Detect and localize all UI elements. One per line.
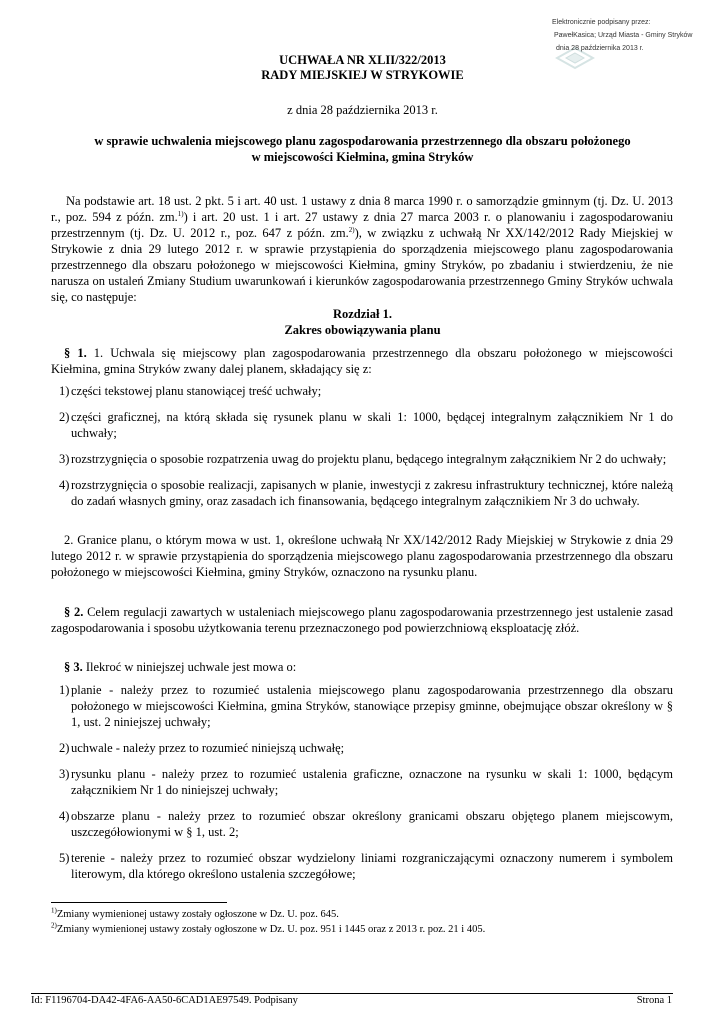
list-item-number: 3) [59,767,70,781]
title-line-2: RADY MIEJSKIEJ W STRYKOWIE [261,68,464,82]
list-item-text: obszarze planu - należy przez to rozumieć obszar określony granicami obszaru objętego planem miejscowym, uszczegółowionymi w § 1, ust. 2; [71,809,673,839]
footnote-2 [51,922,673,937]
section-3-paragraph [51,659,673,675]
list-item [51,409,673,441]
list-item-text: części tekstowej planu stanowiącej treść uchwały; [71,384,322,398]
subject-line-2: w miejscowości Kiełmina, gmina Stryków [251,150,474,164]
footer-page-number: Strona 1 [636,995,672,1006]
list-item [51,766,673,798]
footer-divider [31,993,673,994]
list-item-text: rysunku planu - należy przez to rozumieć ustalenia graficzne, oznaczone na rysunku w skali 1: 1000, będącym załącznikiem Nr 1 do niniejszej uchwały; [71,767,673,797]
footnote-1 [51,907,673,922]
section-2-mark: § 2. [64,605,84,619]
footnote-2-mark: 2) [51,921,57,930]
section-3-mark: § 3. [64,660,83,674]
section-1-list [51,383,673,519]
resolution-title [60,53,665,83]
footnote-2-text: Zmiany wymienionej ustawy zostały ogłoszone w Dz. U. poz. 951 i 1445 oraz z 2013 r. poz. 21 i 405. [56,924,486,935]
footnote-ref-2: 2) [348,225,355,234]
preamble-part-3: ), w związku z uchwałą Nr XX/142/2012 Rady Miejskiej w Strykowie z dnia 29 lutego 2012 r. w sprawie przystąpienia do sporządzenia miejscowego planu zagospodarowania przestrzennego dla obszaru położonego w miejscowości Kiełmina, gminy Stryków, po zbadaniu i stwierdzeniu, że nie narusza on ustaleń Zmiany Studium uwarunkowań i kierunków zagospodarowania przestrzennego Gminy Stryków uchwala się, co następuje: [51,226,673,304]
section-1-mark: § 1. [64,346,87,360]
preamble-part-1: Na podstawie art. 18 ust. 2 pkt. 5 i art. 40 ust. 1 ustawy z dnia 8 marca 1990 r. o samorządzie gminnym (tj. Dz. U. 2013 r., poz. 594 z późn. zm. [51,194,673,224]
list-item-text: rozstrzygnięcia o sposobie realizacji, zapisanych w planie, inwestycji z zakresu infrastruktury technicznej, które należą do zadań własnych gminy, oraz zasadach ich finansowania, będącego integralnym załącznikiem Nr 3 do uchwały. [71,478,673,508]
preamble-part-2: ) i art. 20 ust. 1 i art. 27 ustawy z dnia 27 marca 2003 r. o planowaniu i zagospodarowaniu przestrzennym (tj. Dz. U. 2012 r., poz. 647 z późn. zm. [51,210,674,240]
section-1-paragraph-1 [51,345,673,377]
preamble-paragraph [51,193,673,305]
list-item [51,850,673,882]
list-item-number: 2) [59,410,70,424]
section-3-list [51,682,673,892]
resolution-date: z dnia 28 października 2013 r. [287,103,438,117]
section-3-text: Ilekroć w niniejszej uchwale jest mowa o: [85,660,297,674]
list-item-text: części graficznej, na którą składa się rysunek planu w skali 1: 1000, będącej integralnym załącznikiem Nr 1 do uchwały; [71,410,673,440]
list-item-text: uchwale - należy przez to rozumieć niniejszą uchwałę; [71,741,345,755]
chapter-title: Zakres obowiązywania planu [284,323,441,337]
footnote-ref-1: 1) [177,209,184,218]
list-item [51,383,673,399]
list-item [51,808,673,840]
section-1-text: 1. Uchwala się miejscowy plan zagospodarowania przestrzennego dla obszaru położonego w miejscowości Kiełmina, gmina Stryków zwany dalej planem, składający się z: [51,346,673,376]
subject-line-1: w sprawie uchwalenia miejscowego planu zagospodarowania przestrzennego dla obszaru położonego [94,134,631,148]
footnote-1-mark: 1) [51,906,57,915]
section-2-text: Celem regulacji zawartych w ustaleniach miejscowego planu zagospodarowania przestrzennego jest ustalenie zasad zagospodarowania i sposobu użytkowania terenu przeznaczonego pod powierzchniową eksploatację złóż. [51,605,674,635]
signature-line-2: PawełKasica; Urząd Miasta - Gminy Stryków [554,32,693,39]
resolution-subject [60,133,665,165]
footer-document-id: Id: F1196704-DA42-4FA6-AA50-6CAD1AE97549. Podpisany [31,995,298,1006]
section-2-paragraph [51,604,673,636]
list-item-number: 2) [59,741,70,755]
list-item-number: 4) [59,478,70,492]
title-line-1: UCHWAŁA NR XLII/322/2013 [279,53,446,67]
chapter-number: Rozdział 1. [332,307,393,321]
list-item [51,682,673,730]
list-item-number: 1) [59,683,70,697]
list-item-number: 4) [59,809,70,823]
list-item-text: terenie - należy przez to rozumieć obszar wydzielony liniami rozgraniczającymi oznaczony numerem i symbolem literowym, dla którego określono ustalenia szczegółowe; [71,851,673,881]
section-1-paragraph-2: 2. Granice planu, o którym mowa w ust. 1, określone uchwałą Nr XX/142/2012 Rady Miejskiej w Strykowie z dnia 29 lutego 2012 r. w sprawie przystąpienia do sporządzenia miejscowego planu zagospodarowania przestrzennego dla obszaru położonego w miejscowości Kiełmina, gminy Stryków, oznaczono na rysunku planu. [51,533,673,579]
signature-line-1: Elektronicznie podpisany przez: [552,19,651,26]
list-item-number: 5) [59,851,70,865]
footnote-divider [51,902,227,903]
list-item-text: planie - należy przez to rozumieć ustalenia miejscowego planu zagospodarowania przestrzennego dla obszaru położonego w miejscowości Kiełmina, gmina Stryków, stanowiące przepisy gminne, obejmujące obszar określony w § 1, ust. 2 niniejszej uchwały; [71,683,673,729]
list-item-number: 1) [59,384,70,398]
list-item [51,740,673,756]
list-item [51,451,673,467]
list-item-number: 3) [59,452,70,466]
list-item-text: rozstrzygnięcia o sposobie rozpatrzenia uwag do projektu planu, będącego integralnym załącznikiem Nr 2 do uchwały; [71,452,667,466]
chapter-heading [60,306,665,338]
signature-line-3: dnia 28 października 2013 r. [556,45,644,52]
footnote-1-text: Zmiany wymienionej ustawy zostały ogłoszone w Dz. U. poz. 645. [56,909,339,920]
list-item [51,477,673,509]
